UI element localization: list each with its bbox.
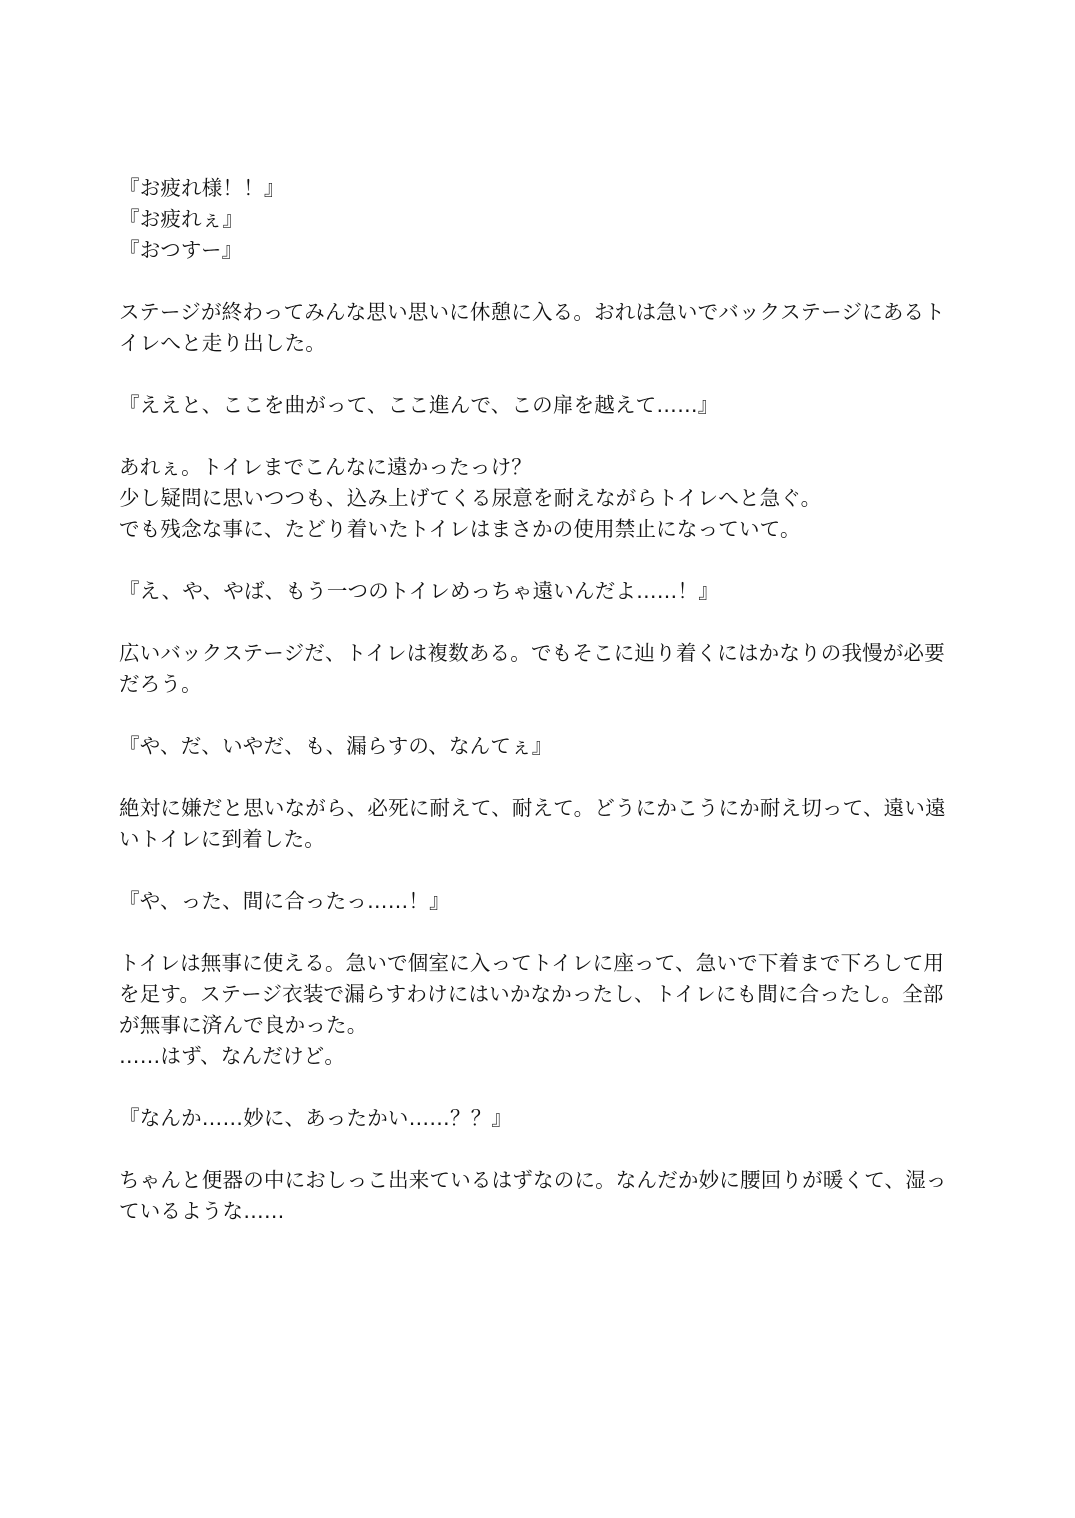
story-text: [119, 173, 959, 1227]
text-line: 『ええと、ここを曲がって、ここ進んで、この扉を越えて……』: [119, 393, 719, 417]
blank-line: [119, 266, 959, 297]
text-line: だろう。: [119, 672, 202, 696]
text-line: イレへと走り出した。: [119, 331, 326, 355]
blank-line: [119, 607, 959, 638]
blank-line: [119, 917, 959, 948]
blank-line: [119, 700, 959, 731]
text-line: いトイレに到着した。: [119, 827, 325, 851]
text-line: ステージが終わってみんな思い思いに休憩に入る。おれは急いでバックステージにあるト: [119, 300, 945, 324]
blank-line: [119, 855, 959, 886]
text-line: 『お疲れ様！！』: [119, 176, 285, 200]
text-line: あれぇ。トイレまでこんなに遠かったっけ？: [119, 455, 532, 479]
text-line: が無事に済んで良かった。: [119, 1013, 368, 1037]
text-line: 広いバックステージだ、トイレは複数ある。でもそこに辿り着くにはかなりの我慢が必要: [119, 641, 945, 665]
text-line: 『え、や、やば、もう一つのトイレめっちゃ遠いんだよ……！』: [119, 579, 719, 603]
text-line: 絶対に嫌だと思いながら、必死に耐えて、耐えて。どうにかこうにか耐え切って、遠い遠: [119, 796, 946, 820]
blank-line: [119, 421, 959, 452]
text-line: 少し疑問に思いつつも、込み上げてくる尿意を耐えながらトイレへと急ぐ。: [119, 486, 822, 510]
text-line: でも残念な事に、たどり着いたトイレはまさかの使用禁止になっていて。: [119, 517, 801, 541]
blank-line: [119, 1072, 959, 1103]
text-line: を足す。ステージ衣装で漏らすわけにはいかなかったし、トイレにも間に合ったし。全部: [119, 982, 944, 1006]
text-line: トイレは無事に使える。急いで個室に入ってトイレに座って、急いで下着まで下ろして用: [119, 951, 945, 975]
text-line: 『や、だ、いやだ、も、漏らすの、なんてぇ』: [119, 734, 553, 758]
blank-line: [119, 545, 959, 576]
text-line: ……はず、なんだけど。: [119, 1044, 346, 1068]
blank-line: [119, 359, 959, 390]
text-line: ているような……: [119, 1199, 285, 1223]
text-line: 『お疲れぇ』: [119, 207, 244, 231]
text-line: 『おつすー』: [119, 238, 243, 262]
blank-line: [119, 762, 959, 793]
blank-line: [119, 1134, 959, 1165]
text-line: 『や、った、間に合ったっ……！』: [119, 889, 450, 913]
text-line: ちゃんと便器の中におしっこ出来ているはずなのに。なんだか妙に腰回りが暖くて、湿っ: [119, 1168, 947, 1192]
text-line: 『なんか……妙に、あったかい……？？』: [119, 1106, 513, 1130]
